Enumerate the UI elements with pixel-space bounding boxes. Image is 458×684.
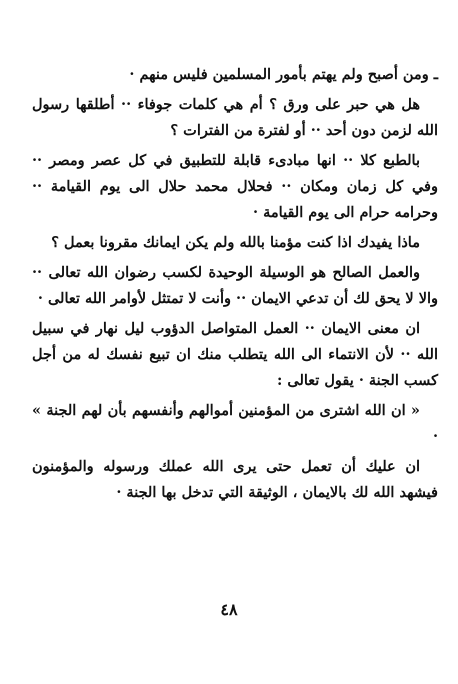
quran-quote: « ان الله اشترى من المؤمنين أموالهم وأنفسهم بأن لهم الجنة » ·: [32, 402, 438, 445]
paragraph: ان عليك أن تعمل حتى يرى الله عملك ورسوله والمؤمنون فيشهد الله لك بالايمان ، الوثيقة التي تدخل بها الجنة ·: [32, 458, 438, 501]
page-body-text: [32, 62, 438, 510]
paragraph: ماذا يفيدك اذا كنت مؤمنا بالله ولم يكن ايمانك مقرونا بعمل ؟: [51, 234, 420, 251]
paragraph: والعمل الصالح هو الوسيلة الوحيدة لكسب رضوان الله تعالى ·· والا لا يحق لك أن تدعي الايمان ·· وأنت لا تمتثل لأوامر الله تعالى ·: [32, 264, 438, 307]
paragraph: ان معنى الايمان ·· العمل المتواصل الدؤوب ليل نهار في سبيل الله ·· لأن الانتماء الى الله يتطلب منك ان تبيع نفسك له من أجل كسب الجنة · يقول تعالى :: [32, 320, 438, 389]
paragraph: ـ ومن أصبح ولم يهتم بأمور المسلمين فليس منهم ·: [129, 66, 438, 83]
page-number: ٤٨: [220, 600, 238, 619]
paragraph: هل هي حبر على ورق ؟ أم هي كلمات جوفاء ·· أطلقها رسول الله لزمن دون أحد ·· أو لفترة من الفترات ؟: [32, 96, 438, 139]
paragraph: بالطبع كلا ·· انها مبادىء قابلة للتطبيق في كل عصر ومصر ·· وفي كل زمان ومكان ·· فحلال محمد حلال الى يوم القيامة ·· وحرامه حرام الى يوم القيامة ·: [32, 152, 438, 221]
